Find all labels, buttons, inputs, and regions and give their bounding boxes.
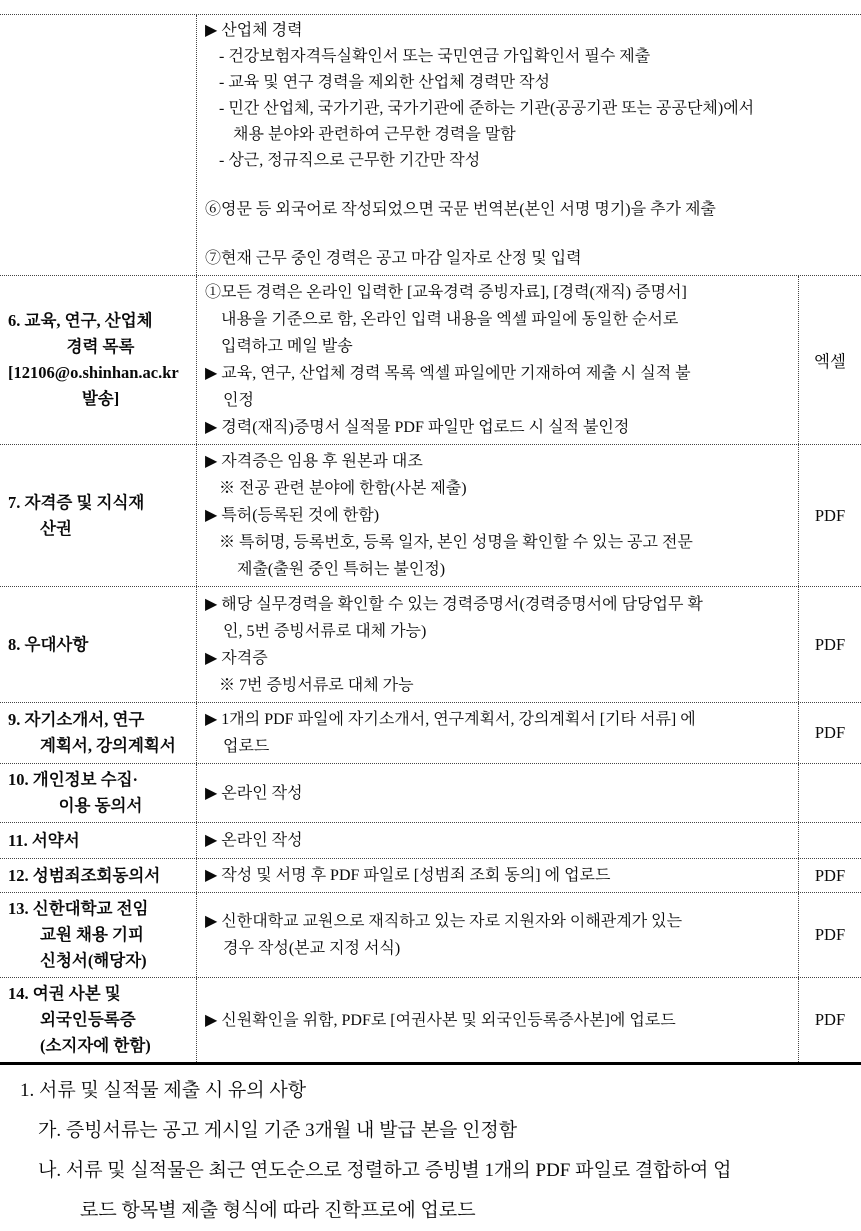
notes-section	[0, 1071, 861, 1231]
content-line: ▶ 온라인 작성	[205, 832, 303, 849]
content-line: ※ 특허명, 등록번호, 등록 일자, 본인 성명을 확인할 수 있는 공고 전문	[219, 534, 693, 551]
item-label-cell	[0, 764, 197, 822]
content-line: 제출(출원 중인 특허는 불인정)	[237, 561, 446, 578]
format-cell	[798, 703, 861, 763]
content-line: ▶ 1개의 PDF 파일에 자기소개서, 연구계획서, 강의계획서 [기타 서류] 에	[205, 711, 696, 728]
format-label: PDF	[814, 1010, 846, 1029]
format-cell	[798, 764, 861, 822]
label-line: 외국인등록증	[40, 1010, 136, 1029]
item-label-cell	[0, 823, 197, 858]
table-row	[0, 764, 861, 823]
table-row	[0, 15, 861, 276]
format-label: PDF	[814, 925, 846, 944]
item-content-cell	[197, 703, 798, 763]
table-row	[0, 587, 861, 703]
note-line: 가. 증빙서류는 공고 게시일 기준 3개월 내 발급 본을 인정함	[38, 1120, 518, 1141]
content-line: ※ 전공 관련 분야에 한함(사본 제출)	[219, 480, 467, 497]
label-line: 10. 개인정보 수집·	[8, 770, 139, 789]
label-line: (소지자에 한함)	[40, 1036, 151, 1055]
item-label-cell	[0, 587, 197, 702]
item-content-cell	[197, 587, 798, 702]
content-line: 경우 작성(본교 지정 서식)	[223, 940, 401, 957]
label-line: 계획서, 강의계획서	[40, 736, 176, 755]
content-line: 채용 분야와 관련하여 근무한 경력을 말함	[233, 126, 516, 143]
content-line: - 건강보험자격득실확인서 또는 국민연금 가입확인서 필수 제출	[219, 48, 651, 65]
content-line: ▶ 자격증은 임용 후 원본과 대조	[205, 453, 423, 470]
content-line: ▶ 특허(등록된 것에 한함)	[205, 507, 380, 524]
format-cell	[798, 445, 861, 586]
label-line: 9. 자기소개서, 연구	[8, 710, 145, 729]
item-label-cell	[0, 276, 197, 444]
item-label-cell	[0, 445, 197, 586]
item-content-cell	[197, 893, 798, 977]
table-row	[0, 859, 861, 893]
label-line: 경력 목록	[66, 337, 135, 356]
content-line: 내용을 기준으로 함, 온라인 입력 내용을 엑셀 파일에 동일한 순서로	[221, 311, 679, 328]
label-line: 발송]	[81, 389, 120, 408]
label-line: 14. 여권 사본 및	[8, 984, 121, 1003]
item-content-cell	[197, 823, 798, 858]
content-line: - 민간 산업체, 국가기관, 국가기관에 준하는 기관(공공기관 또는 공공단체)에서	[219, 100, 755, 117]
content-line: ⑥영문 등 외국어로 작성되었으면 국문 번역본(본인 서명 명기)을 추가 제출	[205, 201, 716, 218]
label-line: [12106@o.shinhan.ac.kr	[8, 363, 179, 382]
content-line: ▶ 신원확인을 위함, PDF로 [여권사본 및 외국인등록증사본]에 업로드	[205, 1011, 676, 1029]
table-row	[0, 445, 861, 587]
format-label: PDF	[814, 634, 846, 654]
content-line: 업로드	[223, 738, 270, 755]
item-content-cell	[197, 15, 861, 275]
label-line: 산권	[40, 518, 72, 538]
table-row	[0, 703, 861, 764]
label-line: 12. 성범죄조회동의서	[8, 865, 161, 885]
content-line: ▶ 자격증	[205, 649, 268, 667]
label-line: 이용 동의서	[58, 796, 143, 815]
item-content-cell	[197, 276, 798, 444]
submission-table	[0, 14, 861, 1065]
content-line: ①모든 경력은 온라인 입력한 [교육경력 증빙자료], [경력(재직) 증명서]	[205, 284, 687, 301]
format-cell	[798, 276, 861, 444]
format-cell	[798, 823, 861, 858]
label-line: 6. 교육, 연구, 산업체	[8, 311, 153, 330]
content-line: 인, 5번 증빙서류로 대체 가능)	[223, 622, 427, 640]
content-line	[205, 174, 856, 197]
table-row	[0, 823, 861, 859]
note-line: 1. 서류 및 실적물 제출 시 유의 사항	[20, 1080, 307, 1101]
item-label-cell	[0, 978, 197, 1062]
content-line: ⑦현재 근무 중인 경력은 공고 마감 일자로 산정 및 입력	[205, 250, 582, 267]
note-line: 로드 항목별 제출 형식에 따라 진학프로에 업로드	[80, 1200, 476, 1221]
format-label: PDF	[814, 505, 846, 525]
item-label-cell	[0, 703, 197, 763]
item-content-cell	[197, 764, 798, 822]
content-line: ▶ 산업체 경력	[205, 22, 303, 39]
content-line: ▶ 교육, 연구, 산업체 경력 목록 엑셀 파일에만 기재하여 제출 시 실적 불	[205, 365, 691, 382]
label-line: 7. 자격증 및 지식재	[8, 492, 145, 512]
label-line: 8. 우대사항	[8, 634, 89, 654]
content-line: ▶ 온라인 작성	[205, 784, 303, 802]
note-line: 나. 서류 및 실적물은 최근 연도순으로 정렬하고 증빙별 1개의 PDF 파일로 결합하여 업	[38, 1160, 732, 1181]
content-line: ▶ 해당 실무경력을 확인할 수 있는 경력증명서(경력증명서에 담당업무 확	[205, 595, 703, 613]
item-content-cell	[197, 978, 798, 1062]
format-cell	[798, 859, 861, 892]
content-line: 입력하고 메일 발송	[221, 338, 353, 355]
item-label-cell	[0, 893, 197, 977]
item-label-cell	[0, 859, 197, 892]
label-line: 11. 서약서	[8, 830, 80, 850]
table-row	[0, 893, 861, 978]
format-label: 엑셀	[814, 352, 846, 371]
format-cell	[798, 587, 861, 702]
content-line: - 상근, 정규직으로 근무한 기간만 작성	[219, 152, 481, 169]
label-line: 13. 신한대학교 전임	[8, 899, 149, 918]
content-line	[205, 223, 856, 246]
item-content-cell	[197, 859, 798, 892]
content-line: ▶ 경력(재직)증명서 실적물 PDF 파일만 업로드 시 실적 불인정	[205, 419, 630, 436]
content-line: ▶ 신한대학교 교원으로 재직하고 있는 자로 지원자와 이해관계가 있는	[205, 913, 683, 930]
label-line: 신청서(해당자)	[40, 951, 147, 970]
format-label: PDF	[814, 865, 846, 885]
content-line: - 교육 및 연구 경력을 제외한 산업체 경력만 작성	[219, 74, 550, 91]
format-cell	[798, 978, 861, 1062]
content-line: ※ 7번 증빙서류로 대체 가능	[219, 676, 414, 694]
format-cell	[798, 893, 861, 977]
item-content-cell	[197, 445, 798, 586]
label-line: 교원 채용 기피	[40, 925, 144, 944]
item-label-cell	[0, 15, 197, 275]
document-page	[0, 14, 861, 1231]
table-row	[0, 978, 861, 1062]
table-row	[0, 276, 861, 445]
content-line: ▶ 작성 및 서명 후 PDF 파일로 [성범죄 조회 동의] 에 업로드	[205, 867, 611, 884]
format-label: PDF	[814, 723, 846, 742]
content-line: 인정	[223, 392, 254, 409]
